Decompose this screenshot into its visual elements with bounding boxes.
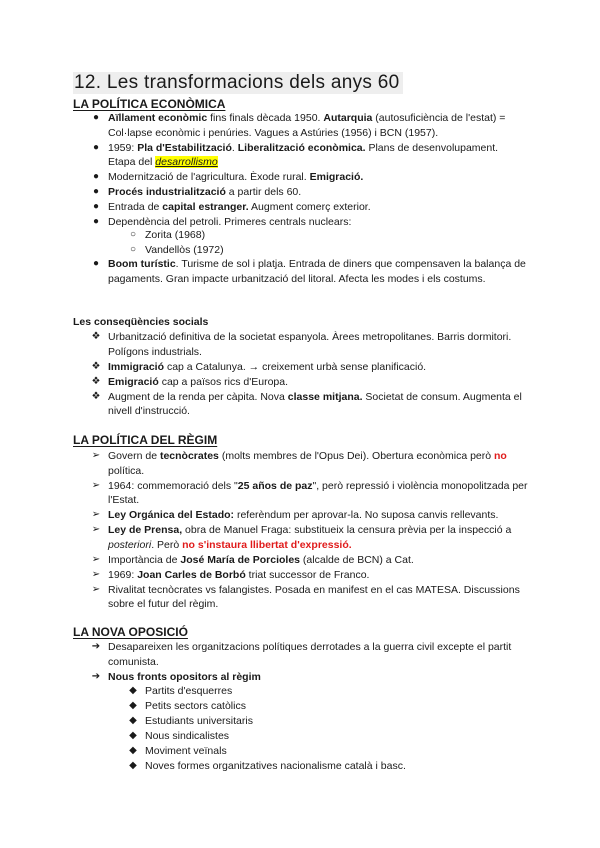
list-item: ● Procés industrialització a partir dels 60. [108, 185, 528, 200]
diamond-outline-icon: ❖ [91, 331, 101, 342]
diamond-outline-icon: ❖ [91, 360, 101, 372]
regime-policy-list [91, 449, 528, 612]
list-item: ➔ Desapareixen les organitzacions polítiques derrotades a la guerra civil excepte el partit comunista. [108, 640, 528, 669]
new-opposition-list [91, 640, 528, 685]
sub-list-item: ◆ Estudiants universitaris [145, 714, 525, 729]
diamond-icon: ◆ [129, 745, 137, 756]
circle-bullet-icon: ○ [129, 244, 137, 255]
list-item: ➢ 1969: Joan Carles de Borbó triat successor de Franco. [108, 568, 528, 583]
bullet-icon: ● [92, 186, 100, 197]
social-consequences-list [91, 330, 528, 419]
diamond-icon: ◆ [129, 760, 137, 771]
arrowhead-icon: ➢ [91, 524, 101, 535]
sub-list-item: ◆ Nous sindicalistes [145, 729, 525, 744]
list-item: ➢ Ley Orgánica del Estado: referèndum per aprovar-la. No suposa canvis rellevants. [108, 508, 528, 523]
diamond-icon: ◆ [129, 730, 137, 741]
list-item: ➢ Ley de Prensa, obra de Manuel Fraga: substitueix la censura prèvia per la inspecció a posteriori. Però no s'instaura llibertat d'expressió. [108, 523, 528, 552]
list-item: ❖ Emigració cap a països rics d'Europa. [108, 375, 528, 390]
tourism-list [92, 257, 528, 287]
bullet-icon: ● [92, 216, 100, 227]
list-item: ❖ Urbanització definitiva de la societat espanyola. Àrees metropolitanes. Barris dormitori. Polígons industrials. [108, 330, 528, 359]
list-item: ➢ Importància de José María de Porcioles (alcalde de BCN) a Cat. [108, 553, 528, 568]
section-heading-economic-policy: LA POLÍTICA ECONÒMICA [73, 97, 226, 111]
diamond-outline-icon: ❖ [91, 375, 101, 387]
bullet-icon: ● [92, 258, 100, 269]
economic-policy-list [92, 111, 528, 230]
bullet-icon: ● [92, 201, 100, 212]
list-item: ➔ Nous fronts opositors al règim [108, 670, 528, 685]
highlighted-term: desarrollismo [155, 156, 218, 168]
list-item: ➢ Rivalitat tecnòcrates vs falangistes. Posada en manifest en el cas MATESA. Discussions sobre el futur del règim. [108, 583, 528, 612]
list-item: ● Dependència del petroli. Primeres centrals nuclears: [108, 215, 528, 230]
arrowhead-icon: ➢ [91, 568, 101, 580]
diamond-outline-icon: ❖ [91, 390, 101, 402]
section-heading-social-consequences: Les conseqüències socials [73, 316, 209, 328]
nuclear-plants-sublist [129, 228, 525, 258]
bullet-icon: ● [92, 112, 100, 123]
section-heading-regime-policy: LA POLÍTICA DEL RÈGIM [73, 433, 218, 447]
arrow-icon: ➔ [91, 670, 101, 682]
opposition-fronts-sublist [129, 684, 525, 774]
sub-list-item: ○ Zorita (1968) [145, 228, 525, 243]
diamond-icon: ◆ [129, 700, 137, 711]
list-item: ● Aïllament econòmic fins finals dècada 1950. Autarquia (autosuficiència de l'estat) = Col·lapse econòmic i penúries. Vagues a Astúries (1956) i BCN (1957). [108, 111, 528, 140]
list-item: ❖ Immigració cap a Catalunya. → creixement urbà sense planificació. [108, 360, 528, 375]
list-item: ● Modernització de l'agricultura. Èxode rural. Emigració. [108, 170, 528, 185]
bullet-icon: ● [92, 141, 100, 153]
bullet-icon: ● [92, 171, 100, 182]
section-heading-new-opposition: LA NOVA OPOSICIÓ [73, 625, 188, 639]
list-item: ❖ Augment de la renda per càpita. Nova classe mitjana. Societat de consum. Augmenta el nivell d'instrucció. [108, 390, 528, 419]
circle-bullet-icon: ○ [129, 229, 137, 240]
list-item: ● Boom turístic. Turisme de sol i platja. Entrada de diners que compensaven la balança de pagaments. Gran impacte urbanització del litoral. Afecta les modes i els costums. [108, 257, 528, 286]
sub-list-item: ◆ Partits d'esquerres [145, 684, 525, 699]
arrowhead-icon: ➢ [91, 450, 101, 461]
arrowhead-icon: ➢ [91, 509, 101, 520]
sub-list-item: ○ Vandellòs (1972) [145, 243, 525, 258]
diamond-icon: ◆ [129, 715, 137, 726]
list-item: ● 1959: Pla d'Estabilització. Liberalització econòmica. Plans de desenvolupament. Etapa del desarrollismo [108, 141, 528, 170]
list-item: ➢ 1964: commemoració dels "25 años de paz", però repressió i violència monopolitzada per l'Estat. [108, 479, 528, 508]
sub-list-item: ◆ Moviment veïnals [145, 744, 525, 759]
diamond-icon: ◆ [129, 685, 137, 696]
arrowhead-icon: ➢ [91, 479, 101, 491]
arrowhead-icon: ➢ [91, 553, 101, 565]
arrowhead-icon: ➢ [91, 583, 101, 595]
arrow-icon: ➔ [91, 641, 101, 652]
sub-list-item: ◆ Noves formes organitzatives nacionalisme català i basc. [145, 759, 525, 774]
list-item: ● Entrada de capital estranger. Augment comerç exterior. [108, 200, 528, 215]
page-title: 12. Les transformacions dels anys 60 [73, 72, 403, 94]
list-item: ➢ Govern de tecnòcrates (molts membres de l'Opus Dei). Obertura econòmica però no política. [108, 449, 528, 478]
sub-list-item: ◆ Petits sectors catòlics [145, 699, 525, 714]
